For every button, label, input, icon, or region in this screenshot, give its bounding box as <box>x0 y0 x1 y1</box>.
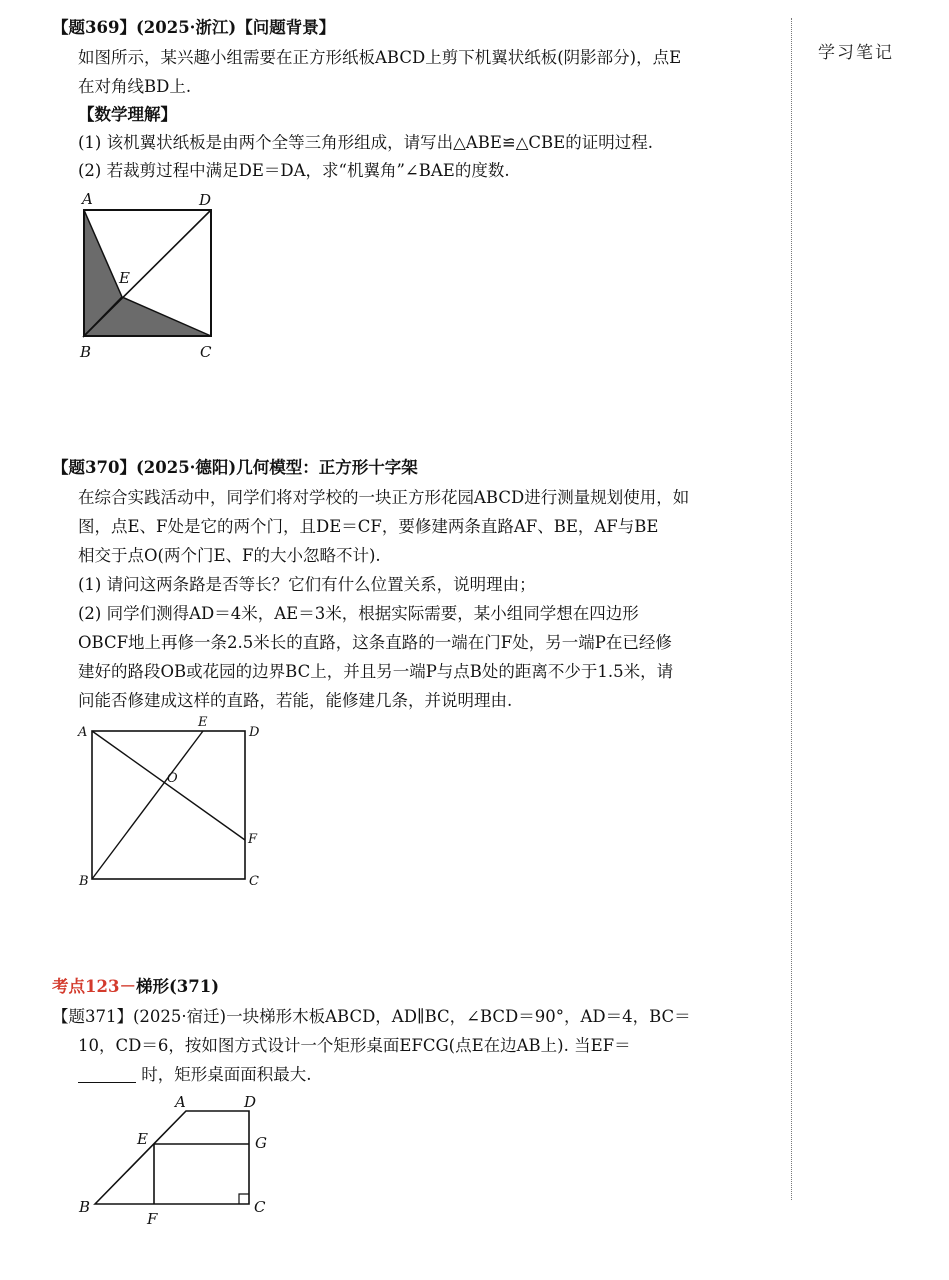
q370-line-2: 图，点E、F处是它的两个门，且DE＝CF，要修建两条直路AF、BE，AF与BE <box>78 517 659 536</box>
q371-label-g: G <box>255 1134 267 1152</box>
q369-line-1: 如图所示，某兴趣小组需要在正方形纸板ABCD上剪下机翼状纸板(阴影部分)，点E <box>78 48 682 67</box>
q370-label-f: F <box>248 832 258 847</box>
q370-label-o: O <box>167 771 178 786</box>
q369-line-3: 【数学理解】 <box>78 105 177 124</box>
q371-right-angle-mark <box>239 1194 249 1204</box>
q369-line-2: 在对角线BD上. <box>78 77 192 96</box>
q370-line-1: 在综合实践活动中，同学们将对学校的一块正方形花园ABCD进行测量规划使用，如 <box>78 488 690 507</box>
q369-label-d: D <box>199 191 212 209</box>
q371-line-3-text: 时，矩形桌面面积最大. <box>141 1065 312 1084</box>
q369-label-b: B <box>80 343 92 361</box>
q370-label-e: E <box>198 715 208 730</box>
q369-label-a: A <box>82 190 93 208</box>
q371-label-f: F <box>147 1210 158 1228</box>
q369-label-c: C <box>200 343 212 361</box>
q369-line-5: (2) 若裁剪过程中满足DE＝DA，求“机翼角”∠BAE的度数. <box>78 161 510 180</box>
q370-line-5: (2) 同学们测得AD＝4米，AE＝3米，根据实际需要，某小组同学想在四边形 <box>78 604 639 623</box>
q371-trapezoid <box>95 1111 249 1204</box>
q370-label-c: C <box>249 874 259 889</box>
q369-header: 【题369】(2025·浙江)【问题背景】 <box>52 18 336 37</box>
notes-label: 学习笔记 <box>818 43 894 63</box>
q371-label-c: C <box>254 1198 266 1216</box>
q370-line-6: OBCF地上再修一条2.5米长的直路，这条直路的一端在门F处，另一端P在已经修 <box>78 633 672 652</box>
q371-label-d: D <box>244 1093 257 1111</box>
q371-line-2: 10，CD＝6，按如图方式设计一个矩形桌面EFCG(点E在边AB上). 当EF＝ <box>78 1036 631 1055</box>
q370-header: 【题370】(2025·德阳)几何模型：正方形十字架 <box>52 458 418 477</box>
kp123-prefix: 考点123－ <box>52 977 136 996</box>
q371-label-e: E <box>137 1130 148 1148</box>
q370-label-b: B <box>79 874 89 889</box>
q369-label-e: E <box>119 269 130 287</box>
q371-label-b: B <box>79 1198 91 1216</box>
q370-label-a: A <box>78 725 88 740</box>
q371-header: 【题371】(2025·宿迁)一块梯形木板ABCD，AD∥BC，∠BCD＝90°，AD＝4，BC＝ <box>52 1007 691 1026</box>
q370-label-d: D <box>249 725 260 740</box>
q370-line-4: (1) 请问这两条路是否等长？它们有什么位置关系，说明理由； <box>78 575 536 594</box>
q370-line-3: 相交于点O(两个门E、F的大小忽略不计). <box>78 546 381 565</box>
q370-line-7: 建好的路段OB或花园的边界BC上，并且另一端P与点B处的距离不少于1.5米，请 <box>78 662 674 681</box>
q371-label-a: A <box>175 1093 186 1111</box>
q369-line-4: (1) 该机翼状纸板是由两个全等三角形组成，请写出△ABE≌△CBE的证明过程. <box>78 133 653 152</box>
kp123-title: 梯形(371) <box>135 977 220 996</box>
q370-line-8: 问能否修建成这样的直路，若能，能修建几条，并说明理由. <box>78 691 513 710</box>
